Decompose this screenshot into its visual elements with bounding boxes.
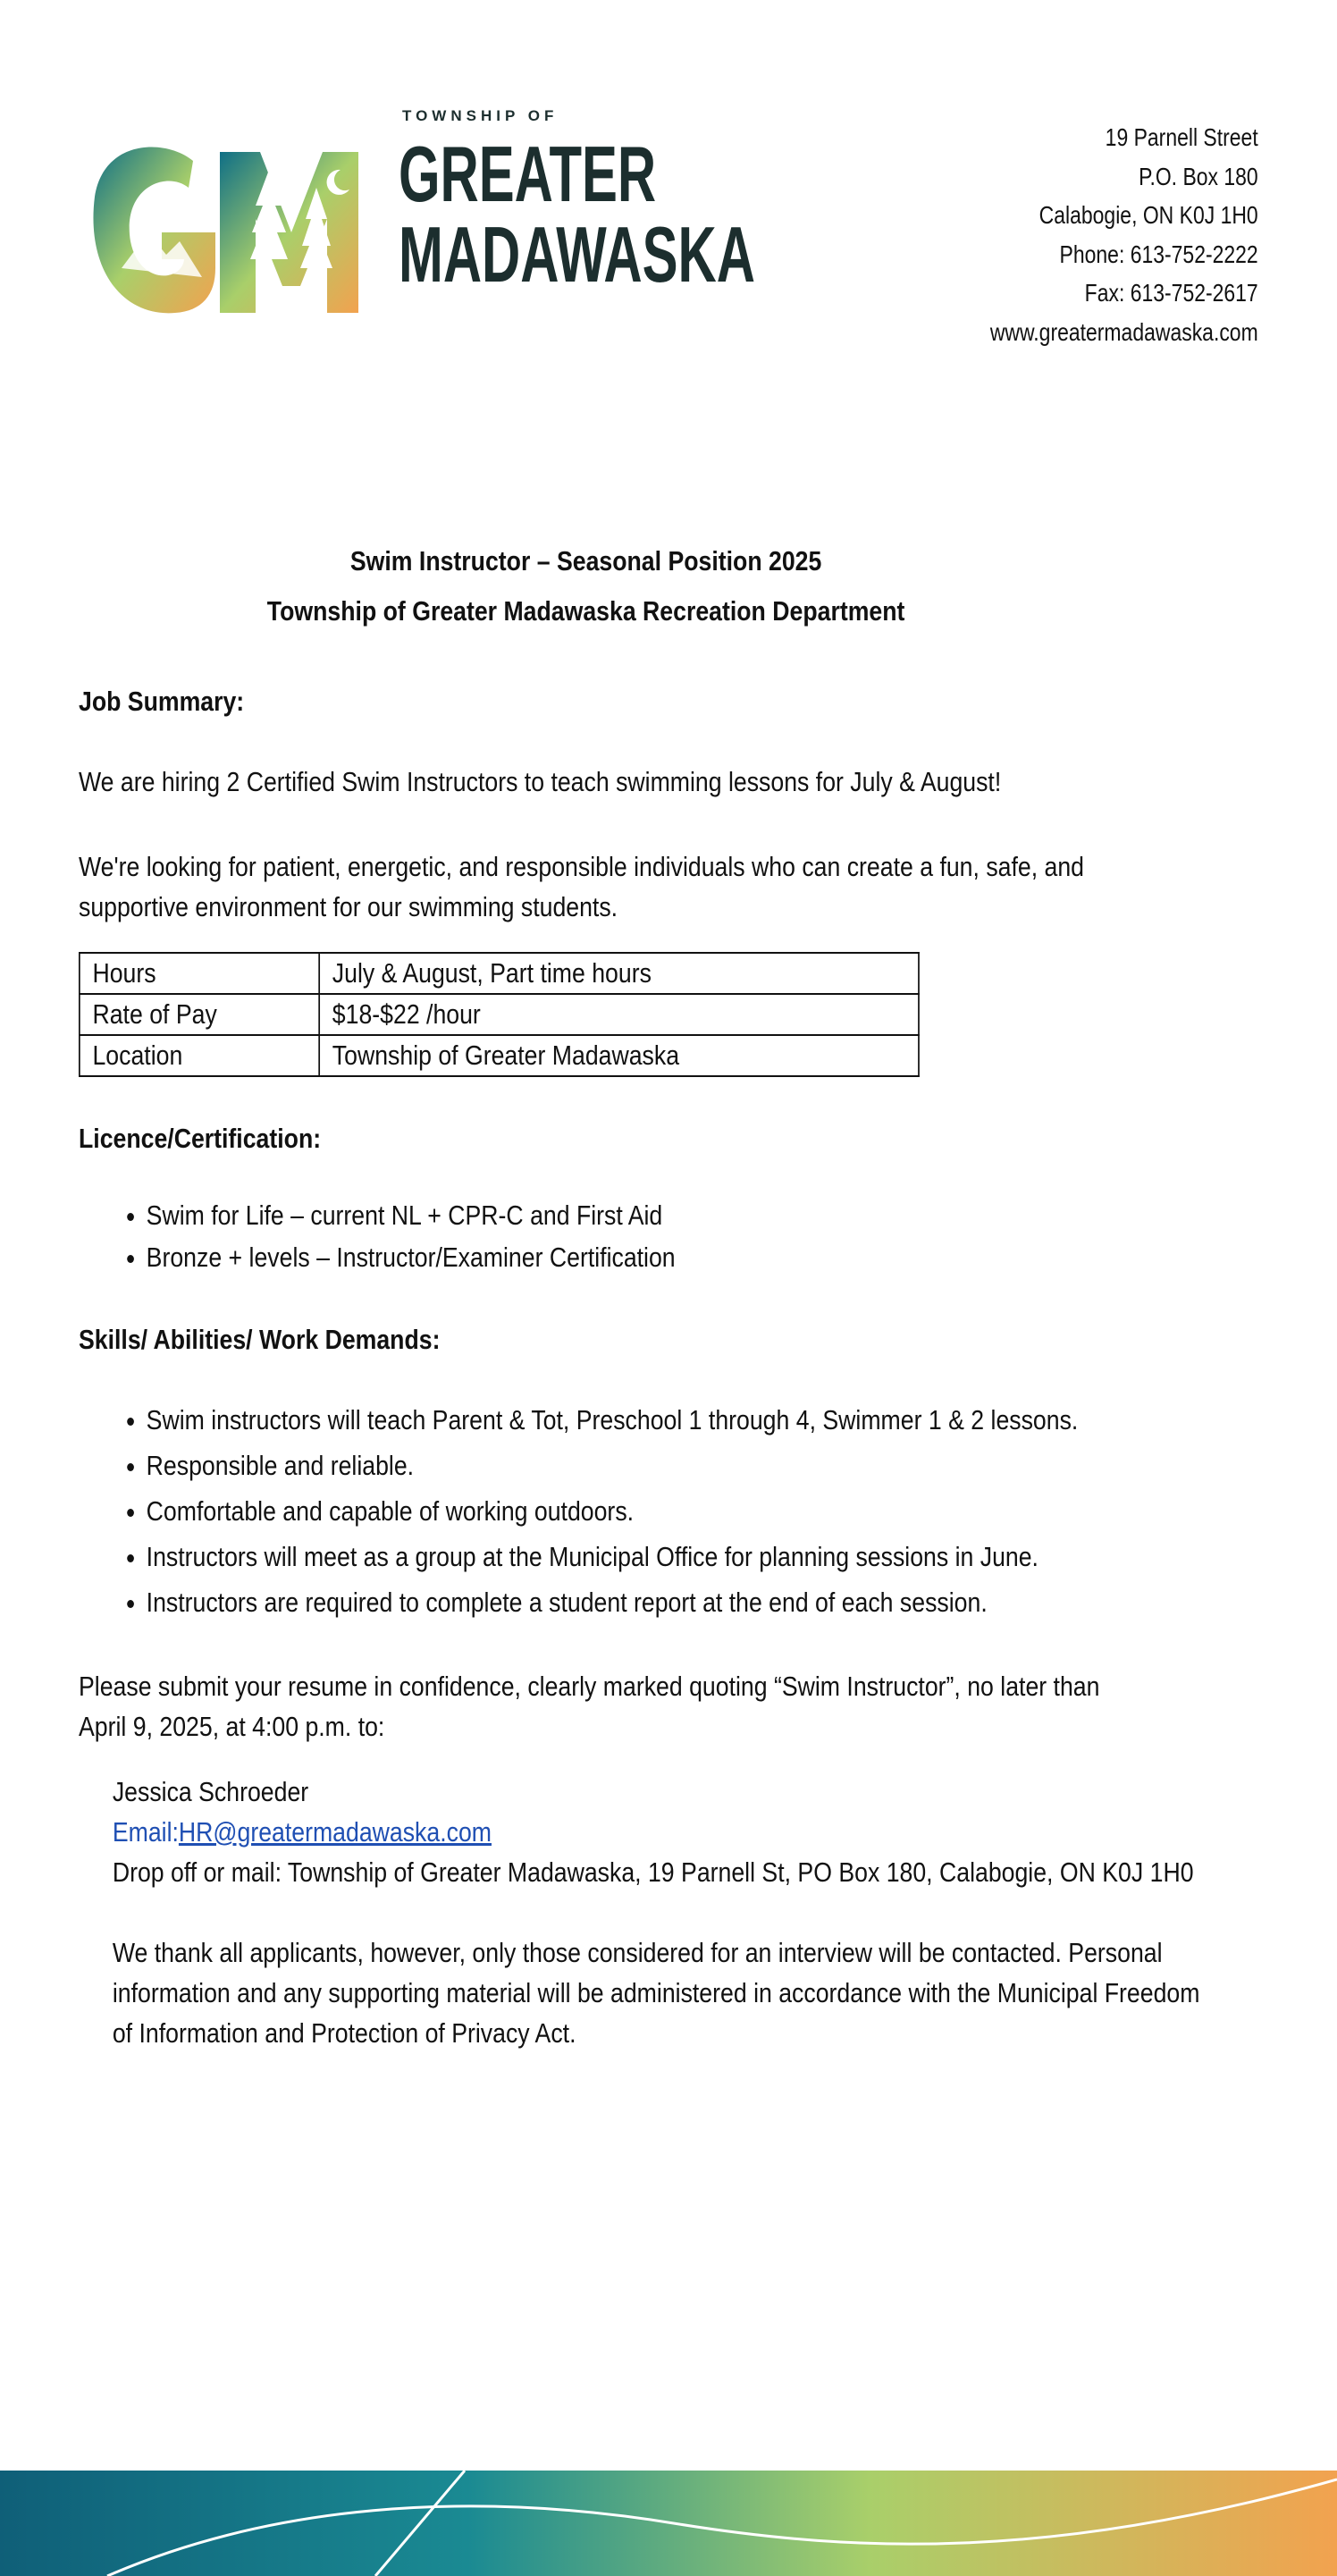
table-row <box>80 953 919 994</box>
page-subtitle: Township of Greater Madawaska Recreation Department <box>266 595 905 627</box>
table-row <box>80 994 919 1035</box>
submit-instructions-line-1: Please submit your resume in confidence, clearly marked quoting “Swim Instructor”, no later than <box>79 1671 1100 1702</box>
table-row <box>80 1035 919 1076</box>
address-phone: Phone: 613-752-2222 <box>1059 240 1258 268</box>
logo-line-greater: GREATER <box>399 130 657 218</box>
submit-instructions-line-2: April 9, 2025, at 4:00 p.m. to: <box>79 1711 385 1742</box>
summary-paragraph-2-line-2: supportive environment for our swimming students. <box>79 891 618 922</box>
summary-paragraph-1: We are hiring 2 Certified Swim Instructors to teach swimming lessons for July & August! <box>79 766 1002 797</box>
table-key-location: Location <box>80 1035 319 1076</box>
table-value-rate: $18-$22 /hour <box>319 994 919 1035</box>
list-item: • Comfortable and capable of working outdoors. <box>147 1488 1258 1534</box>
summary-paragraph-2-line-1: We're looking for patient, energetic, and responsible individuals who can create a fun, safe, and <box>79 851 1085 882</box>
logo-small-text: TOWNSHIP OF <box>402 107 559 124</box>
closing-line-2: information and any supporting material will be administered in accordance with the Municipal Freedom <box>112 1977 1200 2008</box>
list-item: • Swim instructors will teach Parent & Tot, Preschool 1 through 4, Swimmer 1 & 2 lessons. <box>147 1397 1258 1443</box>
logo-wordmark <box>399 107 923 299</box>
logo-line-madawaska: MADAWASKA <box>399 210 755 299</box>
licence-heading: Licence/Certification: <box>79 1123 322 1154</box>
closing-line-3: of Information and Protection of Privacy Act. <box>112 2017 576 2049</box>
list-item: • Responsible and reliable. <box>147 1443 1258 1488</box>
title-block <box>79 536 1093 636</box>
job-info-table <box>79 952 920 1077</box>
list-item: • Bronze + levels – Instructor/Examiner Certification <box>147 1236 1258 1278</box>
table-key-hours: Hours <box>80 953 319 994</box>
closing-line-1: We thank all applicants, however, only those considered for an interview will be contacted. Personal <box>112 1937 1163 1968</box>
email-link[interactable]: HR@greatermadawaska.com <box>178 1816 492 1848</box>
office-address <box>990 118 1258 351</box>
contact-block <box>79 1772 1258 2053</box>
footer-gradient-band <box>0 2471 1337 2576</box>
table-key-rate: Rate of Pay <box>80 994 319 1035</box>
address-po-box: P.O. Box 180 <box>1139 162 1258 190</box>
list-item: • Instructors will meet as a group at the Municipal Office for planning sessions in June. <box>147 1534 1258 1579</box>
contact-name: Jessica Schroeder <box>112 1776 309 1807</box>
contact-dropoff: Drop off or mail: Township of Greater Madawaska, 19 Parnell St, PO Box 180, Calabogie, ON K0J 1H0 <box>112 1856 1194 1888</box>
address-city: Calabogie, ON K0J 1H0 <box>1038 201 1258 229</box>
list-item: • Instructors are required to complete a student report at the end of each session. <box>147 1579 1258 1625</box>
skills-heading: Skills/ Abilities/ Work Demands: <box>79 1324 441 1355</box>
list-item: • Swim for Life – current NL + CPR-C and First Aid <box>147 1194 1258 1236</box>
contact-email-line <box>113 1812 1258 1852</box>
email-label: Email: <box>112 1816 179 1848</box>
table-value-location: Township of Greater Madawaska <box>319 1035 919 1076</box>
page-title: Swim Instructor – Seasonal Position 2025 <box>349 545 822 577</box>
township-logo <box>86 107 755 349</box>
address-fax: Fax: 613-752-2617 <box>1084 279 1258 307</box>
address-street: 19 Parnell Street <box>1105 123 1258 151</box>
job-posting-body <box>79 536 1258 2053</box>
skills-list <box>79 1397 1258 1625</box>
gm-logo-mark-icon <box>86 134 363 322</box>
address-website[interactable]: www.greatermadawaska.com <box>990 317 1258 346</box>
job-summary-heading: Job Summary: <box>79 686 245 717</box>
licence-list <box>79 1194 1258 1278</box>
table-value-hours: July & August, Part time hours <box>319 953 919 994</box>
